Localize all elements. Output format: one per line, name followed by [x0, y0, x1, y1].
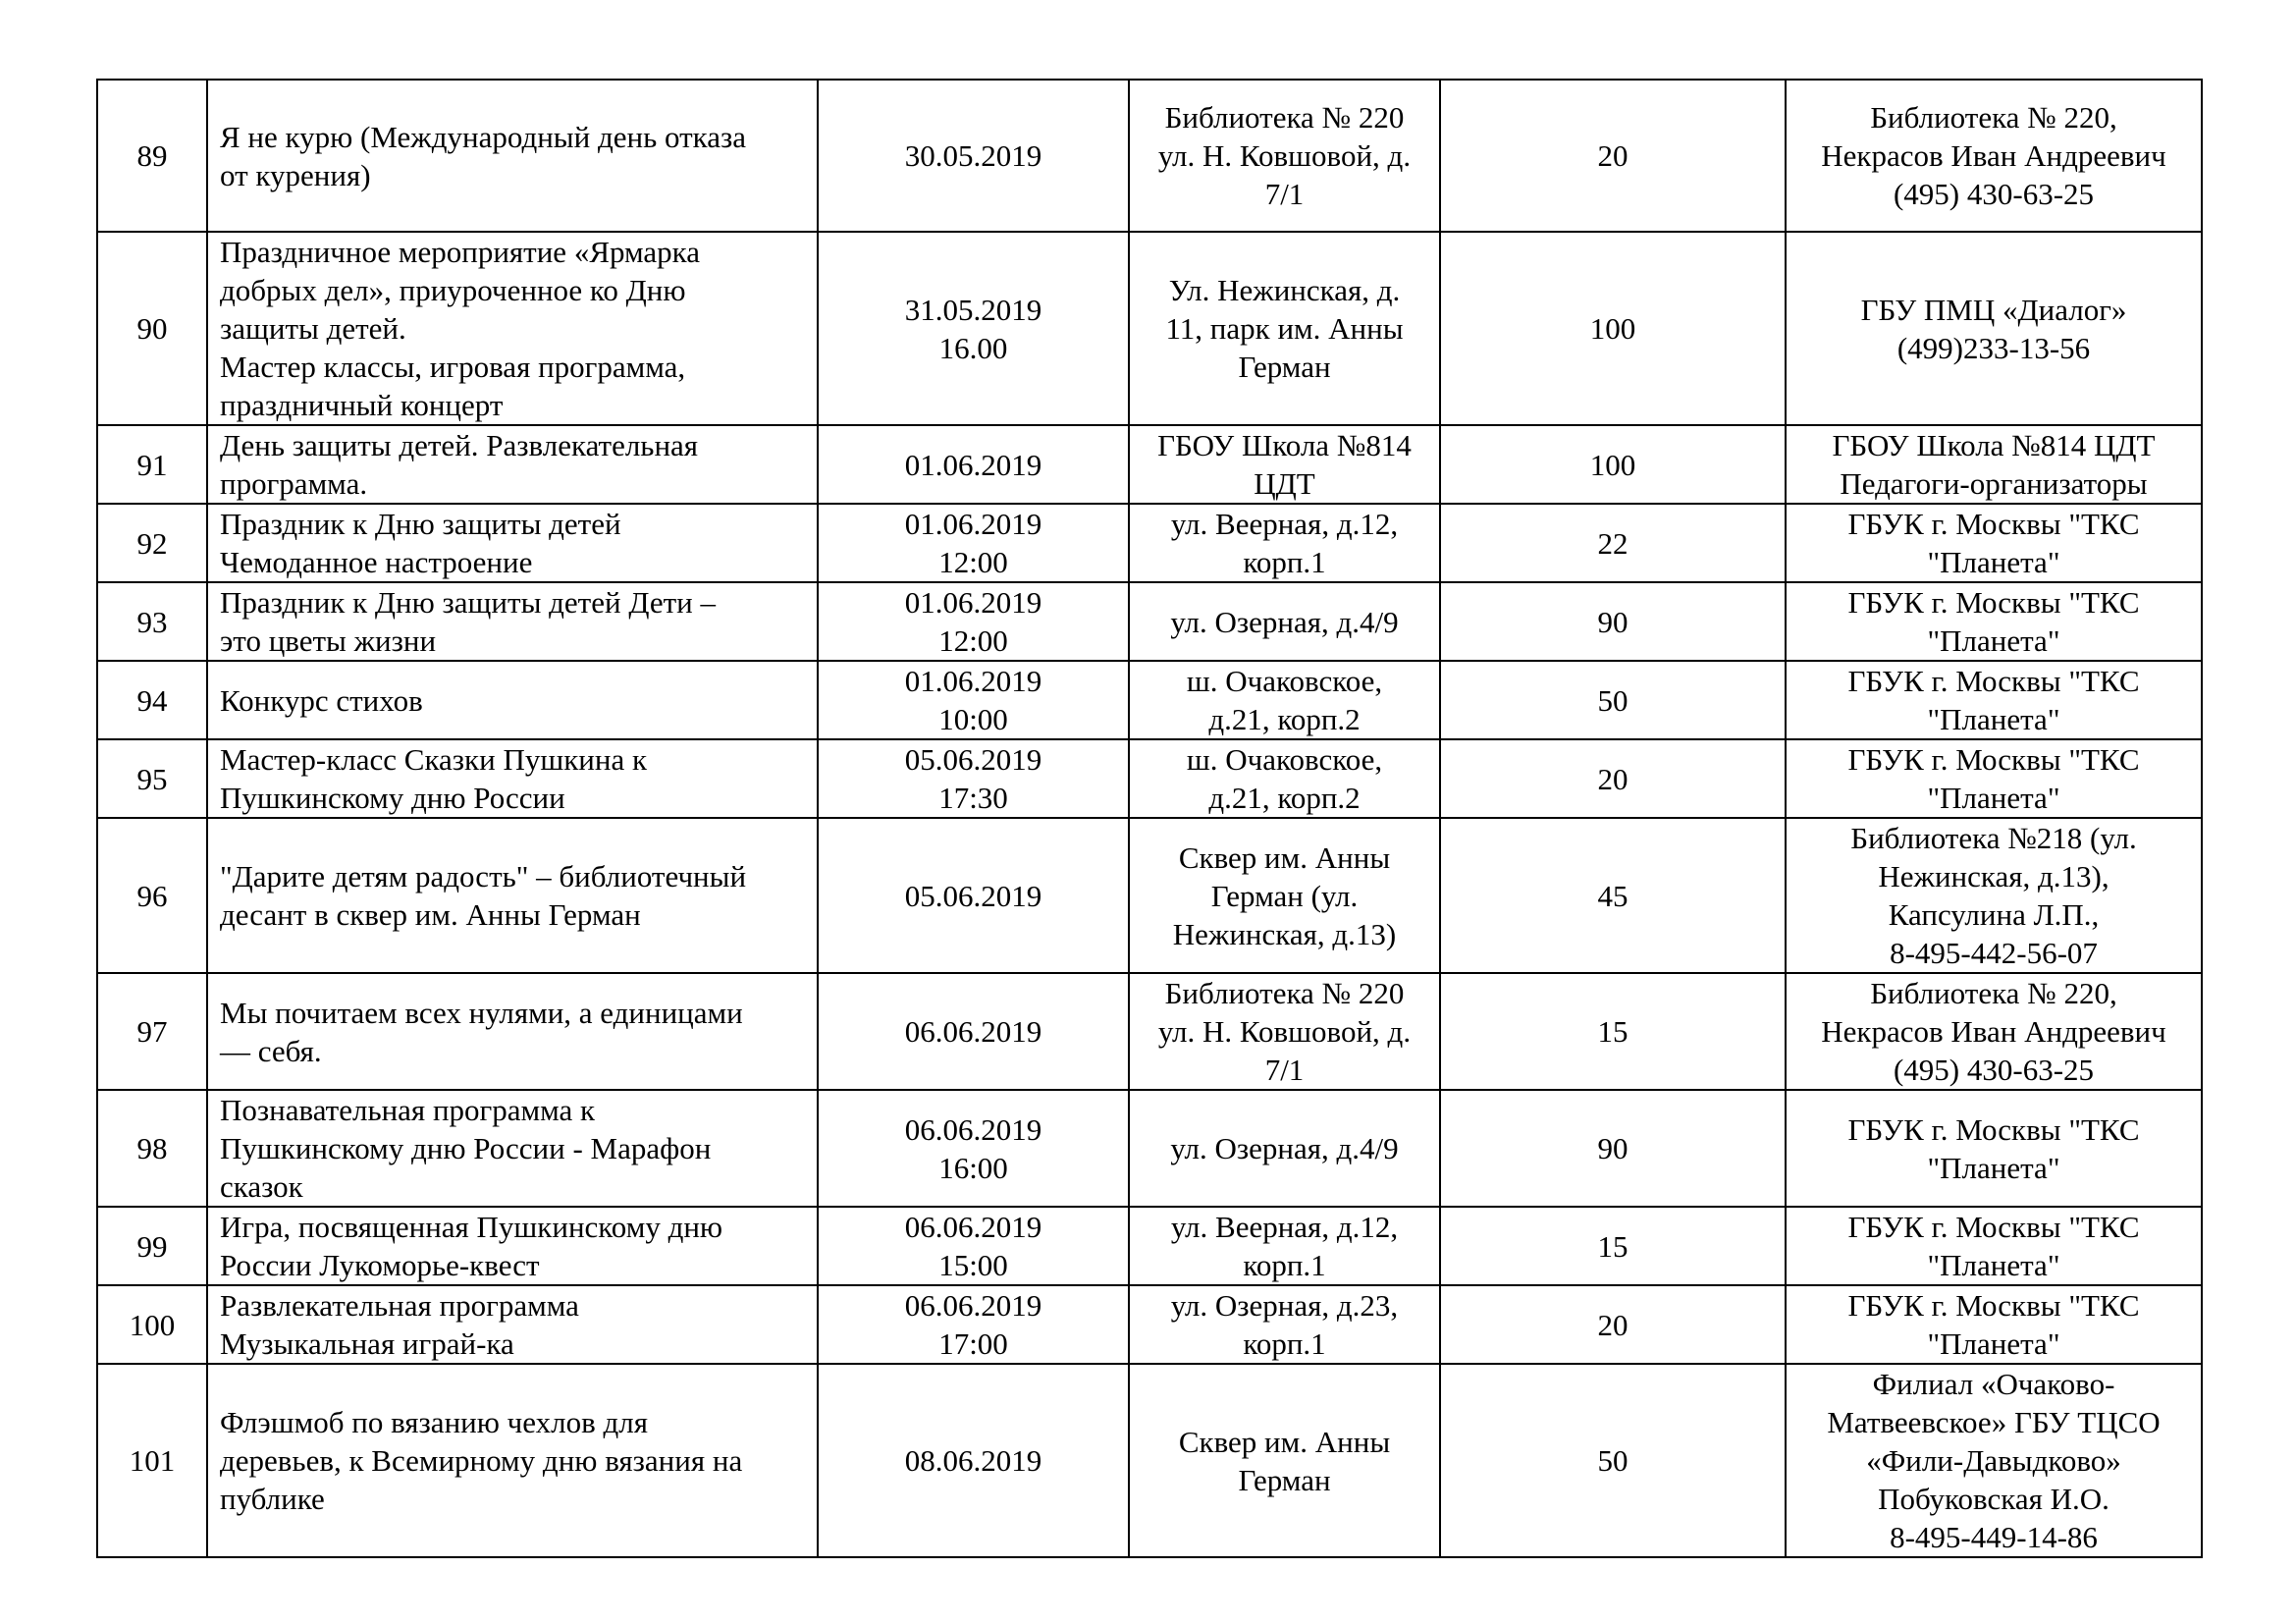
event-organizer: ГБУ ПМЦ «Диалог» (499)233-13-56 [1786, 232, 2202, 425]
table-row [97, 818, 2202, 973]
participant-count: 20 [1440, 739, 1786, 818]
participant-count: 15 [1440, 1207, 1786, 1285]
table-row [97, 1207, 2202, 1285]
event-date: 06.06.2019 16:00 [818, 1090, 1129, 1207]
event-organizer: Библиотека № 220, Некрасов Иван Андреевич (495) 430-63-25 [1786, 80, 2202, 232]
event-place: Библиотека № 220 ул. Н. Ковшовой, д. 7/1 [1129, 80, 1440, 232]
event-number: 96 [97, 818, 207, 973]
event-place: ул. Озерная, д.4/9 [1129, 582, 1440, 661]
event-date: 01.06.2019 12:00 [818, 504, 1129, 582]
event-organizer: ГБУК г. Москвы "ТКС "Планета" [1786, 504, 2202, 582]
event-name: Конкурс стихов [207, 661, 818, 739]
event-name: Мы почитаем всех нулями, а единицами — себя. [207, 973, 818, 1090]
event-organizer: ГБУК г. Москвы "ТКС "Планета" [1786, 1285, 2202, 1364]
event-organizer: ГБУК г. Москвы "ТКС "Планета" [1786, 661, 2202, 739]
event-number: 94 [97, 661, 207, 739]
table-row [97, 232, 2202, 425]
event-place: ГБОУ Школа №814 ЦДТ [1129, 425, 1440, 504]
event-name: Праздничное мероприятие «Ярмарка добрых дел», приуроченное ко Дню защиты детей. Мастер классы, игровая программа, праздничный концерт [207, 232, 818, 425]
participant-count: 100 [1440, 232, 1786, 425]
table-row [97, 1364, 2202, 1557]
event-date: 06.06.2019 17:00 [818, 1285, 1129, 1364]
event-date: 01.06.2019 12:00 [818, 582, 1129, 661]
participant-count: 20 [1440, 1285, 1786, 1364]
table-row [97, 973, 2202, 1090]
event-place: Ул. Нежинская, д. 11, парк им. Анны Герман [1129, 232, 1440, 425]
participant-count: 90 [1440, 582, 1786, 661]
event-place: ул. Озерная, д.23, корп.1 [1129, 1285, 1440, 1364]
event-date: 05.06.2019 17:30 [818, 739, 1129, 818]
event-date: 06.06.2019 [818, 973, 1129, 1090]
table-row [97, 80, 2202, 232]
event-organizer: ГБОУ Школа №814 ЦДТ Педагоги-организаторы [1786, 425, 2202, 504]
participant-count: 20 [1440, 80, 1786, 232]
event-date: 08.06.2019 [818, 1364, 1129, 1557]
participant-count: 90 [1440, 1090, 1786, 1207]
event-name: Флэшмоб по вязанию чехлов для деревьев, к Всемирному дню вязания на публике [207, 1364, 818, 1557]
event-number: 99 [97, 1207, 207, 1285]
event-number: 89 [97, 80, 207, 232]
event-name: Игра, посвященная Пушкинскому дню России Лукоморье-квест [207, 1207, 818, 1285]
table-row [97, 739, 2202, 818]
table-row [97, 504, 2202, 582]
event-date: 01.06.2019 [818, 425, 1129, 504]
event-number: 100 [97, 1285, 207, 1364]
event-number: 93 [97, 582, 207, 661]
event-number: 91 [97, 425, 207, 504]
event-date: 01.06.2019 10:00 [818, 661, 1129, 739]
event-organizer: ГБУК г. Москвы "ТКС "Планета" [1786, 582, 2202, 661]
participant-count: 50 [1440, 661, 1786, 739]
event-place: Библиотека № 220 ул. Н. Ковшовой, д. 7/1 [1129, 973, 1440, 1090]
event-place: ул. Озерная, д.4/9 [1129, 1090, 1440, 1207]
participant-count: 100 [1440, 425, 1786, 504]
table-row [97, 425, 2202, 504]
event-place: ул. Веерная, д.12, корп.1 [1129, 504, 1440, 582]
event-date: 30.05.2019 [818, 80, 1129, 232]
event-date: 06.06.2019 15:00 [818, 1207, 1129, 1285]
table-row [97, 661, 2202, 739]
event-name: День защиты детей. Развлекательная программа. [207, 425, 818, 504]
event-name: Развлекательная программа Музыкальная играй-ка [207, 1285, 818, 1364]
event-date: 31.05.2019 16.00 [818, 232, 1129, 425]
event-organizer: ГБУК г. Москвы "ТКС "Планета" [1786, 1207, 2202, 1285]
table-row [97, 1090, 2202, 1207]
table-row [97, 582, 2202, 661]
event-place: Сквер им. Анны Герман (ул. Нежинская, д.13) [1129, 818, 1440, 973]
event-name: Праздник к Дню защиты детей Дети – это цветы жизни [207, 582, 818, 661]
event-organizer: Филиал «Очаково- Матвеевское» ГБУ ТЦСО «Фили-Давыдково» Побуковская И.О. 8-495-449-14-86 [1786, 1364, 2202, 1557]
participant-count: 22 [1440, 504, 1786, 582]
event-organizer: ГБУК г. Москвы "ТКС "Планета" [1786, 739, 2202, 818]
event-name: Познавательная программа к Пушкинскому дню России - Марафон сказок [207, 1090, 818, 1207]
event-number: 101 [97, 1364, 207, 1557]
event-organizer: ГБУК г. Москвы "ТКС "Планета" [1786, 1090, 2202, 1207]
event-name: "Дарите детям радость" – библиотечный десант в сквер им. Анны Герман [207, 818, 818, 973]
event-name: Праздник к Дню защиты детей Чемоданное настроение [207, 504, 818, 582]
event-number: 95 [97, 739, 207, 818]
event-place: ш. Очаковское, д.21, корп.2 [1129, 661, 1440, 739]
event-organizer: Библиотека №218 (ул. Нежинская, д.13), Капсулина Л.П., 8-495-442-56-07 [1786, 818, 2202, 973]
participant-count: 45 [1440, 818, 1786, 973]
participant-count: 50 [1440, 1364, 1786, 1557]
event-number: 98 [97, 1090, 207, 1207]
event-place: Сквер им. Анны Герман [1129, 1364, 1440, 1557]
event-date: 05.06.2019 [818, 818, 1129, 973]
events-table-body [97, 80, 2202, 1557]
event-name: Мастер-класс Сказки Пушкина к Пушкинскому дню России [207, 739, 818, 818]
event-place: ул. Веерная, д.12, корп.1 [1129, 1207, 1440, 1285]
event-number: 90 [97, 232, 207, 425]
table-row [97, 1285, 2202, 1364]
event-number: 97 [97, 973, 207, 1090]
event-number: 92 [97, 504, 207, 582]
event-place: ш. Очаковское, д.21, корп.2 [1129, 739, 1440, 818]
event-organizer: Библиотека № 220, Некрасов Иван Андреевич (495) 430-63-25 [1786, 973, 2202, 1090]
events-table [96, 79, 2203, 1558]
participant-count: 15 [1440, 973, 1786, 1090]
event-name: Я не курю (Международный день отказа от курения) [207, 80, 818, 232]
